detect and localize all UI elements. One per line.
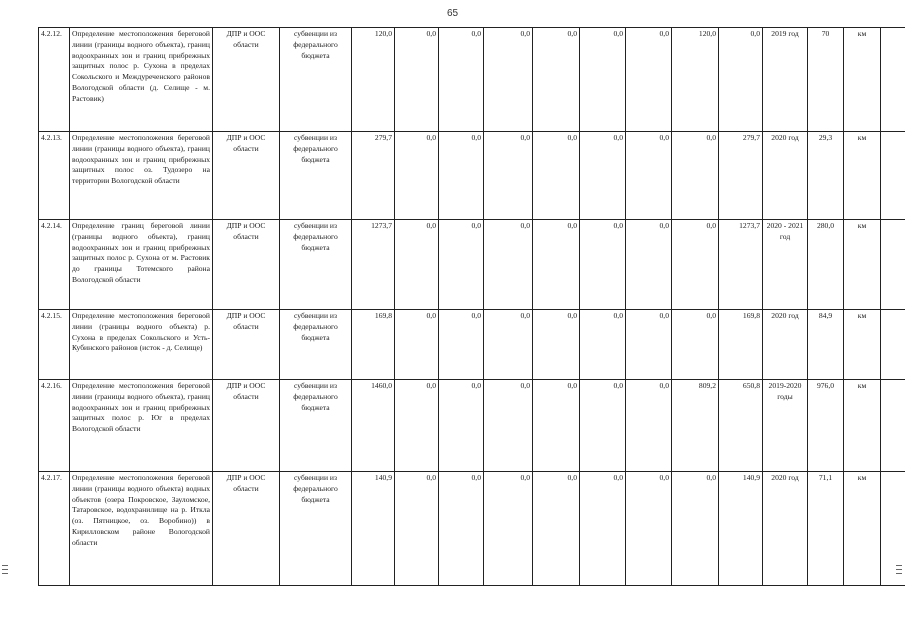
row-funding-source: субвенции из федерального бюджета	[280, 472, 352, 586]
row-value: 0,0	[484, 380, 533, 472]
row-executor: ДПР и ООС области	[213, 220, 280, 310]
row-quantity: 280,0	[808, 220, 844, 310]
row-total: 279,7	[352, 132, 395, 220]
row-period: 2019-2020 годы	[763, 380, 808, 472]
row-value: 140,9	[719, 472, 763, 586]
row-executor: ДПР и ООС области	[213, 380, 280, 472]
row-executor: ДПР и ООС области	[213, 28, 280, 132]
row-value: 279,7	[719, 132, 763, 220]
row-value: 0,0	[439, 28, 484, 132]
binding-marks-right	[896, 565, 902, 577]
page-number: 65	[446, 8, 459, 19]
table-row	[39, 310, 905, 380]
row-total: 1273,7	[352, 220, 395, 310]
row-period: 2020 год	[763, 132, 808, 220]
row-value: 0,0	[533, 132, 580, 220]
row-name: Определение местоположения береговой линии (границы водного объекта) р. Сухона в пределах Сокольского и Усть-Кубинского районов (исток - д. Селище)	[70, 310, 213, 380]
binding-marks-left	[2, 565, 8, 577]
row-quantity: 71,1	[808, 472, 844, 586]
row-name: Определение местоположения береговой линии (границы водного объекта), границ водоохранных зон и границ прибрежных защитных полос р. Сухона в пределах Сокольского и Междуреченского районов Вологодской области (д. Селище - м. Растовик)	[70, 28, 213, 132]
row-funding-source: субвенции из федерального бюджета	[280, 28, 352, 132]
row-executor: ДПР и ООС области	[213, 132, 280, 220]
row-value: 0,0	[484, 310, 533, 380]
row-value: 0,0	[439, 472, 484, 586]
row-value: 0,0	[484, 472, 533, 586]
row-value: 0,0	[395, 310, 439, 380]
row-value: 0,0	[439, 380, 484, 472]
row-name: Определение местоположения береговой линии (границы водного объекта) водных объектов (озера Покровское, Зауломское, Татаровское, водохранилище на р. Иткла (оз. Пятницкое, оз. Воробино)) в Кирилловском районе Вологодской области	[70, 472, 213, 586]
row-unit: км	[844, 132, 881, 220]
row-value: 0,0	[672, 472, 719, 586]
row-value: 0,0	[533, 310, 580, 380]
row-value: 0,0	[626, 310, 672, 380]
row-funding-source: субвенции из федерального бюджета	[280, 380, 352, 472]
row-value: 169,8	[719, 310, 763, 380]
row-name: Определение границ береговой линии (границы водного объекта), границ водоохранных зон и границ прибрежных защитных полос р. Сухона от м. Растовик до границы Тотемского района Вологодской области	[70, 220, 213, 310]
row-value: 0,0	[484, 132, 533, 220]
row-unit: км	[844, 380, 881, 472]
row-value: 0,0	[395, 380, 439, 472]
row-total: 120,0	[352, 28, 395, 132]
row-value: 0,0	[484, 28, 533, 132]
row-name: Определение местоположения береговой линии (границы водного объекта), границ водоохранных зон и границ прибрежных защитных полос оз. Тудозеро на территории Вологодской области	[70, 132, 213, 220]
row-name: Определение местоположения береговой линии (границы водного объекта), границ водоохранных зон и границ прибрежных защитных полос р. Юг в пределах Вологодской области	[70, 380, 213, 472]
row-quantity: 29,3	[808, 132, 844, 220]
row-value: 120,0	[672, 28, 719, 132]
row-value: 0,0	[395, 28, 439, 132]
row-value: 0,0	[626, 28, 672, 132]
row-total: 1460,0	[352, 380, 395, 472]
row-period: 2020 год	[763, 472, 808, 586]
row-value: 0,0	[395, 220, 439, 310]
row-code: 4.2.17.	[39, 472, 70, 586]
table-row	[39, 28, 905, 132]
row-quantity: 84,9	[808, 310, 844, 380]
row-value: 0,0	[439, 220, 484, 310]
row-value: 0,0	[533, 28, 580, 132]
row-value: 0,0	[672, 220, 719, 310]
row-unit: км	[844, 28, 881, 132]
row-value: 0,0	[580, 220, 626, 310]
row-value: 0,0	[719, 28, 763, 132]
row-code: 4.2.16.	[39, 380, 70, 472]
row-period: 2020 - 2021 год	[763, 220, 808, 310]
row-value: 0,0	[580, 310, 626, 380]
row-executor: ДПР и ООС области	[213, 310, 280, 380]
row-value: 1273,7	[719, 220, 763, 310]
row-executor: ДПР и ООС области	[213, 472, 280, 586]
row-code: 4.2.15.	[39, 310, 70, 380]
row-value: 0,0	[439, 132, 484, 220]
program-table	[38, 27, 905, 586]
row-value: 809,2	[672, 380, 719, 472]
row-period: 2020 год	[763, 310, 808, 380]
row-value: 0,0	[395, 132, 439, 220]
table-row	[39, 132, 905, 220]
row-value: 650,8	[719, 380, 763, 472]
row-empty-cell	[881, 310, 905, 380]
row-funding-source: субвенции из федерального бюджета	[280, 220, 352, 310]
row-funding-source: субвенции из федерального бюджета	[280, 132, 352, 220]
row-value: 0,0	[533, 380, 580, 472]
row-total: 169,8	[352, 310, 395, 380]
row-code: 4.2.13.	[39, 132, 70, 220]
row-value: 0,0	[626, 380, 672, 472]
row-quantity: 976,0	[808, 380, 844, 472]
row-value: 0,0	[672, 310, 719, 380]
row-value: 0,0	[580, 132, 626, 220]
row-unit: км	[844, 472, 881, 586]
row-value: 0,0	[395, 472, 439, 586]
row-value: 0,0	[533, 220, 580, 310]
row-unit: км	[844, 220, 881, 310]
table-row	[39, 220, 905, 310]
row-empty-cell	[881, 132, 905, 220]
row-period: 2019 год	[763, 28, 808, 132]
table-row	[39, 380, 905, 472]
row-value: 0,0	[672, 132, 719, 220]
row-value: 0,0	[580, 472, 626, 586]
row-unit: км	[844, 310, 881, 380]
row-value: 0,0	[533, 472, 580, 586]
row-value: 0,0	[580, 380, 626, 472]
row-empty-cell	[881, 380, 905, 472]
row-value: 0,0	[484, 220, 533, 310]
row-funding-source: субвенции из федерального бюджета	[280, 310, 352, 380]
row-value: 0,0	[439, 310, 484, 380]
row-quantity: 70	[808, 28, 844, 132]
row-total: 140,9	[352, 472, 395, 586]
row-code: 4.2.14.	[39, 220, 70, 310]
row-code: 4.2.12.	[39, 28, 70, 132]
row-value: 0,0	[626, 472, 672, 586]
row-value: 0,0	[626, 220, 672, 310]
row-value: 0,0	[580, 28, 626, 132]
row-empty-cell	[881, 220, 905, 310]
row-empty-cell	[881, 28, 905, 132]
row-value: 0,0	[626, 132, 672, 220]
table-row	[39, 472, 905, 586]
